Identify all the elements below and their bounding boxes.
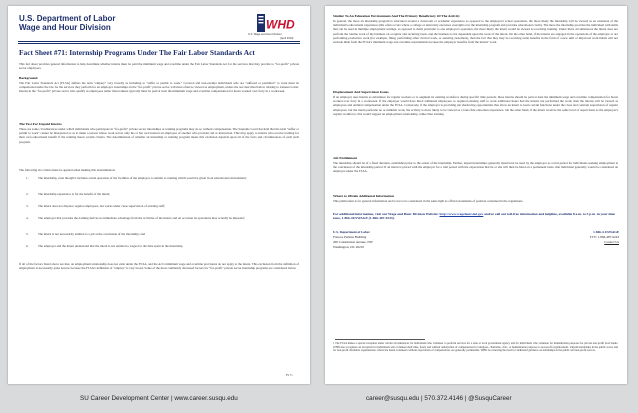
closing-paragraph: If all of the factors listed above are met, an employment relationship does not exist under the FLSA, and the Act's minimum wage and overtime provisions do not apply to the intern. This exclusion from the definition of employment is necessarily quite narrow because the FLSA's definition of "employ" is very broad. Some of the most commonly discussed factors for "for-profit" private sector internship programs are considered below. — [19, 262, 299, 271]
contact-phone: 1-866-4-USWAGE — [593, 230, 619, 234]
wagehour-link[interactable]: http://www.wagehour.dol.gov — [439, 212, 484, 216]
criterion-item — [26, 232, 288, 238]
criterion-text: The employer and the intern understand that the intern is not entitled to wages for the time spent in the internship. — [38, 244, 184, 248]
criterion-item — [26, 192, 288, 198]
criterion-text: The internship experience is for the benefit of the intern; — [38, 192, 111, 196]
logo-subtitle: U.S. Wage and Hour Division — [248, 33, 282, 36]
contact-footer: career@susqu.edu | 570.372.4146 | @SusquCareer — [366, 395, 512, 402]
criterion-text: The intern is not necessarily entitled to a job at the conclusion of the internship; and — [38, 232, 146, 236]
contact-us-link[interactable]: Contact Us — [604, 240, 619, 244]
contact-info-paragraph — [333, 212, 618, 221]
criterion-item — [26, 176, 288, 186]
criteria-intro: The following six criteria must be applied when making this determination: — [19, 168, 116, 172]
footnote: 1 The FLSA makes a special exception under certain circumstances for individuals who volunteer to perform services for a state or local government agency and for individuals who volunteer for humanitarian purposes for private non-profit food banks. WHD also recognizes an exception for individuals who volunteer their time, freely and without anticipation of compensation for religious, charitable, civic, or humanitarian purposes to non-profit organizations. Unpaid internships in the public sector and for non-profit charitable organizations, where the intern volunteers without expectation of compensation, are generally permissible. WHD is reviewing the need for additional guidance on internships in the public and non-profit sectors. — [333, 342, 618, 353]
page-id: FS 71 — [286, 374, 293, 377]
background-heading: Background — [19, 76, 38, 80]
contact-city: Washington, DC 20210 — [333, 245, 364, 249]
svg-text:WHD: WHD — [266, 17, 295, 32]
criterion-number: 6. — [26, 244, 29, 248]
displacement-paragraph: If an employer uses interns as substitutes for regular workers or to augment its existing workforce during specific time periods, these interns should be paid at least the minimum wage and overtime compensation for hours worked over forty in a workweek. If the employer would have hired additional employees or required existing staff to work additional hours had the interns not performed the work, then the interns will be viewed as employees and entitled compensation under the FLSA. Conversely, if the employer is providing job shadowing opportunities that allow an intern to learn certain functions under the close and constant supervision of regular employees, but the intern performs no or minimal work, the activity is more likely to be viewed as a bona fide education experience. On the other hand, if the intern receives the same level of supervision as the employer's regular workforce, this would suggest an employment relationship, rather than training. — [333, 95, 618, 116]
fact-sheet-page-2 — [325, 6, 627, 384]
contact-building: Frances Perkins Building — [333, 235, 367, 239]
additional-info-paragraph: This publication is for general information and is not to be considered in the same light as official statements of position contained in the regulations. — [333, 199, 524, 203]
header-rule — [18, 41, 300, 42]
criterion-number: 3. — [26, 204, 29, 208]
career-center-footer: SU Career Development Center | www.career.susqu.edu — [80, 395, 238, 402]
fact-sheet-title: Fact Sheet #71: Internship Programs Under The Fair Labor Standards Act — [19, 48, 255, 57]
job-entitlement-heading: Job Entitlement — [333, 156, 358, 160]
department-line: U.S. Department of Labor — [19, 14, 116, 23]
background-paragraph: The Fair Labor Standards Act (FLSA) defines the term "employ" very broadly as including to "suffer or permit to work." Covered and non-exempt individuals who are "suffered or permitted" to work must be compensated under the law for the services they perform for an employer. Internships in the "for-profit" private sector will most often be viewed as employment, unless the test described below relating to trainees is met. Interns in the "for-profit" private sector who qualify as employees rather than trainees typically must be paid at least the minimum wage and overtime compensation for hours worked over forty in a workweek. — [19, 81, 299, 94]
division-line: Wage and Hour Division — [19, 23, 111, 32]
criterion-item — [26, 204, 288, 210]
department-title — [19, 14, 115, 32]
test-paragraph: There are some circumstances under which individuals who participate in "for-profit" private sector internships or training programs may do so without compensation. The Supreme Court has held that the term "suffer or permit to work" cannot be interpreted so as to make a person whose work serves only his or her own interest an employee of another who provides aid or instruction. This may apply to interns who receive training for their own educational benefit if the training meets certain criteria. The determination of whether an internship or training program meets this exclusion depends upon all of the facts and circumstances of each such program. — [19, 127, 299, 144]
criterion-number: 5. — [26, 232, 29, 236]
intro-paragraph: This fact sheet provides general information to help determine whether interns must be paid the minimum wage and overtime under the Fair Labor Standards Act for the services that they provide to "for-profit" private sector employers. — [19, 62, 299, 71]
criterion-item — [26, 244, 288, 254]
criterion-item — [26, 216, 288, 226]
contact-org: U.S. Department of Labor — [333, 230, 370, 234]
footnote-rule — [335, 339, 425, 340]
criterion-number: 4. — [26, 216, 29, 220]
education-heading: Similar To An Education Environment And The Primary Beneficiary Of The Activity — [333, 14, 460, 18]
contact-address: 200 Constitution Avenue, NW — [333, 240, 373, 244]
criterion-text: The employer that provides the training derives no immediate advantage from the activities of the intern; and on occasion its operations may actually be impeded; — [38, 216, 245, 220]
whd-logo — [256, 13, 295, 33]
fact-sheet-page-1 — [8, 6, 310, 384]
test-heading: The Test For Unpaid Interns — [19, 122, 62, 126]
criterion-number: 1. — [26, 176, 29, 180]
header-rule-thin — [18, 43, 300, 44]
criterion-text: The intern does not displace regular employees, but works under close supervision of existing staff; — [38, 204, 165, 208]
displacement-heading: Displacement And Supervision Issues — [333, 90, 389, 94]
additional-info-heading: Where to Obtain Additional Information — [333, 194, 394, 198]
criterion-text: The internship, even though it includes actual operation of the facilities of the employer, is similar to training which would be given in an educational environment; — [38, 176, 247, 180]
education-paragraph: In general, the more an internship program is structured around a classroom or academic experience as opposed to the employer's actual operations, the more likely the internship will be viewed as an extension of the individual's educational experience (this often occurs where a college or university exercises oversight over the internship program and provides educational credit). The more the internship provides the individual with skills that can be used in multiple employment settings, as opposed to skills particular to one employer's operation, the more likely the intern would be viewed as receiving training. Under these circumstances the intern does not perform the routine work of the business on a regular and recurring basis, and the business is not dependent upon the work of the intern. On the other hand, if the interns are engaged in the operations of the employer or are performing productive work (for example, filing, performing other clerical work, or assisting customers), then the fact that they may be receiving some benefits in the form of a new skill or improved work habits will not exclude them from the FLSA's minimum wage and overtime requirements because the employer benefits from the interns' work. — [333, 19, 619, 45]
contact-tty: TTY: 1-866-487-9243 — [589, 235, 619, 239]
criterion-number: 2. — [26, 192, 29, 196]
job-entitlement-paragraph: The internship should be of a fixed duration, established prior to the outset of the internship. Further, unpaid internships generally should not be used by the employer as a trial period for individuals seeking employment at the conclusion of the internship period. If an intern is placed with the employer for a trial period with the expectation that he or she will then be hired on a permanent basis, that individual generally would be considered an employee under the FLSA. — [333, 161, 618, 174]
fact-sheet-date: (April 2010) — [280, 37, 294, 40]
info-prefix: For additional information, visit our Wage and Hour Division Website: — [333, 212, 440, 216]
info-suffix: and/or call our toll-free information and helpline, available 8 a.m. to 5 p.m. in your time zone, 1-866-4USWAGE (1-866-487-9243). — [333, 212, 615, 221]
